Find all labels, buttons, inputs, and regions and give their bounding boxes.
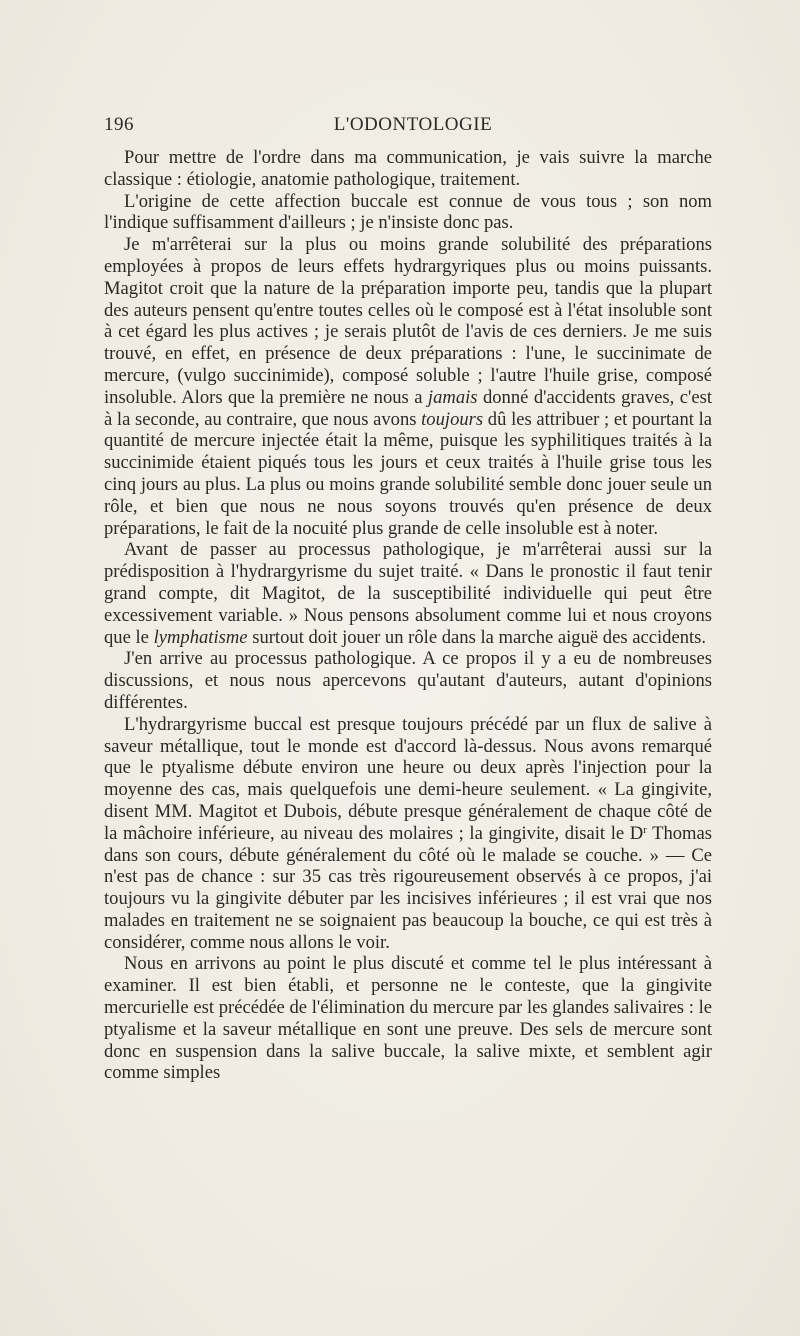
paragraph-6-text-b: Thomas dans son cours, débute généralement du côté où le malade se couche. » — Ce n'est pas de chance : sur 35 cas très rigoureusement observés à ce propos, j'ai toujours vu la gingivite débuter par les incisives inférieures ; il est vrai que nos malades en traitement ne se soignaient pas beaucoup la bouche, ce qui est très à considérer, comme nous allons le voir. <box>104 822 713 953</box>
emphasis-lymphatisme: lymphatisme <box>153 626 248 648</box>
page-header <box>104 114 712 142</box>
paragraph-5: J'en arrive au processus pathologique. A ce propos il y a eu de nombreuses discussions, et nous nous apercevons qu'autant d'auteurs, autant d'opinions différentes. <box>104 648 712 713</box>
body-text <box>104 147 712 1084</box>
paragraph-6 <box>104 714 712 954</box>
emphasis-jamais: jamais <box>427 386 478 408</box>
paragraph-2: L'origine de cette affection buccale est connue de vous tous ; son nom l'indique suffisamment d'ailleurs ; je n'insiste donc pas. <box>104 190 712 234</box>
paragraph-1: Pour mettre de l'ordre dans ma communication, je vais suivre la marche classique : étiologie, anatomie pathologique, traitement. <box>104 147 712 190</box>
paragraph-4 <box>104 539 712 648</box>
paragraph-7: Nous en arrivons au point le plus discuté et comme tel le plus intéressant à examiner. Il est bien établi, et personne ne le conteste, que la gingivite mercurielle est précédée de l'élimination du mercure par les glandes salivaires : le ptyalisme et la saveur métallique en sont une preuve. Des sels de mercure sont donc en suspension dans la salive buccale, la salive mixte, et semblent agir comme simples <box>104 953 712 1084</box>
paragraph-6-text-a: L'hydrargyrisme buccal est presque toujours précédé par un flux de salive à saveur métallique, tout le monde est d'accord là-dessus. Nous avons remarqué que le ptyalisme débute environ une heure ou deux après l'injection pour la moyenne des cas, mais quelquefois une demi-heure seulement. « La gingivite, disent MM. Magitot et Dubois, débute presque généralement de chaque côté de la mâchoire inférieure, au niveau des molaires ; la gingivite, disait le D <box>104 713 712 844</box>
paragraph-4-text-b: surtout doit jouer un rôle dans la marche aiguë des accidents. <box>247 626 707 648</box>
emphasis-toujours: toujours <box>421 408 484 430</box>
paragraph-3 <box>104 234 712 539</box>
superscript-r: r <box>643 823 647 836</box>
paragraph-3-text-b: donné d'accidents graves, c'est à la seconde, au contraire, que nous avons <box>104 386 712 430</box>
paragraph-3-text-a: Je m'arrêterai sur la plus ou moins grande solubilité des préparations employées à propos de leurs effets hydrargyriques plus ou moins puissants. Magitot croit que la nature de la préparation importe peu, tandis que la plupart des auteurs pensent qu'entre toutes celles où le composé est à l'état insoluble sont à cet égard les plus actives ; je serais plutôt de l'avis de ces derniers. Je me suis trouvé, en effet, en présence de deux préparations : l'une, le succinimate de mercure, (vulgo succinimide), composé soluble ; l'autre l'huile grise, composé insoluble. Alors que la première ne nous a <box>104 234 712 408</box>
paragraph-3-text-c: dû les attribuer ; et pourtant la quantité de mercure injectée était la même, puisque les syphilitiques traités à la succinimide étaient piqués tous les jours et ceux traités à l'huile grise tous les cinq jours au plus. La plus ou moins grande solubilité semble donc jouer seule un rôle, et bien que nous ne nous soyons trouvés qu'en présence de deux préparations, le fait de la nocuité plus grande de celle insoluble est à noter. <box>104 408 712 539</box>
running-title: L'ODONTOLOGIE <box>333 114 493 135</box>
page-number: 196 <box>104 114 134 135</box>
paragraph-4-text-a: Avant de passer au processus pathologique, je m'arrêterai aussi sur la prédisposition à l'hydrargyrisme du sujet traité. « Dans le pronostic il faut tenir grand compte, dit Magitot, de la susceptibilité individuelle qui peut être excessivement variable. » Nous pensons absolument comme lui et nous croyons que le <box>104 539 712 648</box>
